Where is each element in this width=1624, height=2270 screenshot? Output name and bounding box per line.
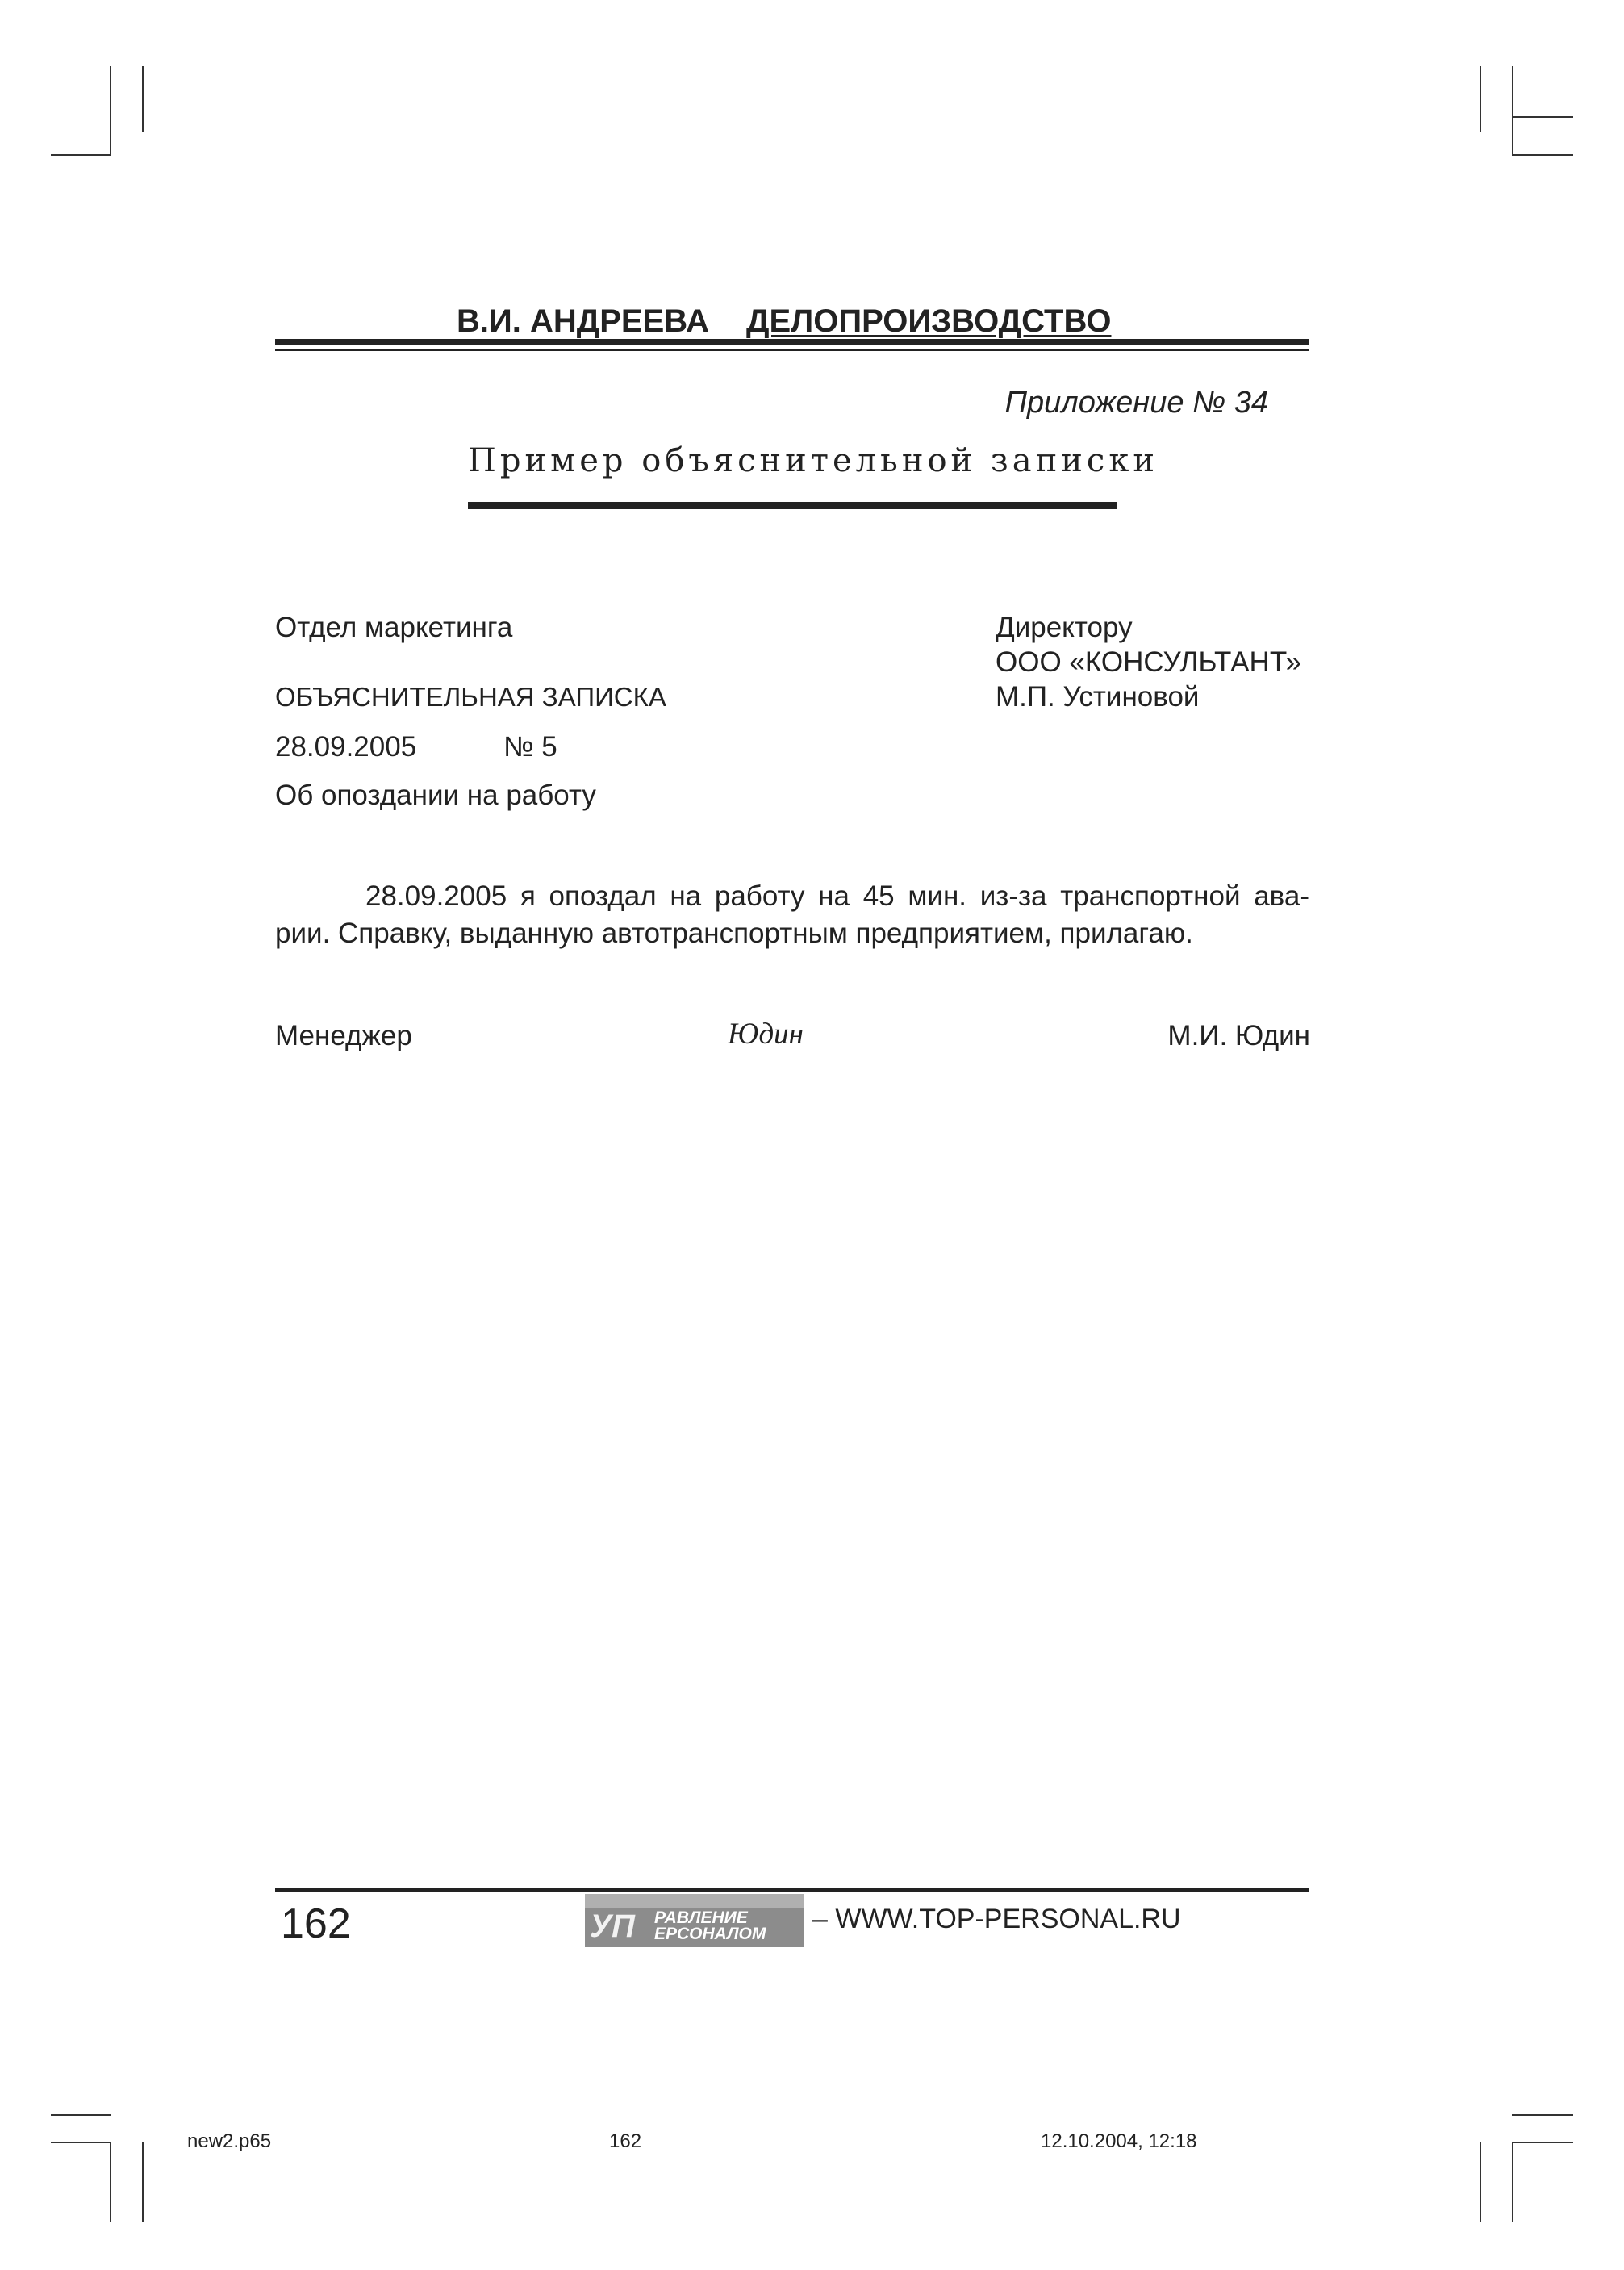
header-rule-thin (275, 349, 1309, 351)
section-title: Пример объяснительной записки (468, 442, 1159, 479)
crop-mark (1512, 2114, 1573, 2116)
crop-mark (1512, 116, 1573, 118)
header-book-title: ДЕЛОПРОИЗВОДСТВО (746, 303, 1112, 339)
slug-datetime: 12.10.2004, 12:18 (1041, 2130, 1197, 2152)
department: Отдел маркетинга (275, 612, 513, 643)
signature-position: Менеджер (275, 1020, 412, 1051)
body-line: 28.09.2005 я опоздал на работу на 45 мин. из-за транспортной ава- (365, 880, 1309, 912)
document-date: 28.09.2005 (275, 731, 417, 763)
document-subject: Об опоздании на работу (275, 780, 596, 811)
crop-mark (1512, 154, 1573, 156)
crop-mark (1512, 2142, 1573, 2143)
crop-mark (51, 154, 111, 156)
crop-mark (1512, 66, 1513, 155)
handwritten-signature: Юдин (728, 1018, 804, 1051)
addressee-line: Директору (996, 612, 1133, 643)
crop-mark (1480, 66, 1481, 132)
document-number: № 5 (503, 731, 557, 763)
title-underline (468, 502, 1117, 509)
slug-file: new2.p65 (187, 2130, 272, 2152)
crop-mark (1512, 2142, 1513, 2222)
footer-rule (275, 1888, 1309, 1892)
page-number: 162 (281, 1900, 351, 1947)
logo-magazine-strip (585, 1894, 804, 1908)
crop-mark (110, 66, 111, 155)
header-rule-thick (275, 339, 1309, 345)
document-type: ОБЪЯСНИТЕЛЬНАЯ ЗАПИСКА (275, 682, 666, 712)
logo-text-line: ЕРСОНАЛОМ (654, 1925, 766, 1943)
addressee-line: М.П. Устиновой (996, 681, 1200, 713)
crop-mark (51, 2114, 111, 2116)
body-paragraph (275, 878, 1309, 952)
signatory-name: М.И. Юдин (1167, 1020, 1310, 1051)
crop-mark (1480, 2142, 1481, 2222)
addressee-line: ООО «КОНСУЛЬТАНТ» (996, 646, 1302, 678)
publisher-logo (585, 1894, 804, 1947)
crop-mark (142, 66, 144, 132)
header-author: В.И. АНДРЕЕВА (457, 303, 710, 339)
logo-text-line: РАВЛЕНИЕ (654, 1908, 748, 1927)
slug-page: 162 (609, 2130, 642, 2152)
body-line: рии. Справку, выданную автотранспортным предприятием, прилагаю. (275, 918, 1193, 949)
website-link: – WWW.TOP-PERSONAL.RU (812, 1904, 1181, 1934)
crop-mark (142, 2142, 144, 2222)
logo-letters: УП (590, 1908, 635, 1944)
appendix-label: Приложение № 34 (1004, 386, 1268, 420)
crop-mark (110, 2142, 111, 2222)
crop-mark (51, 2142, 111, 2143)
